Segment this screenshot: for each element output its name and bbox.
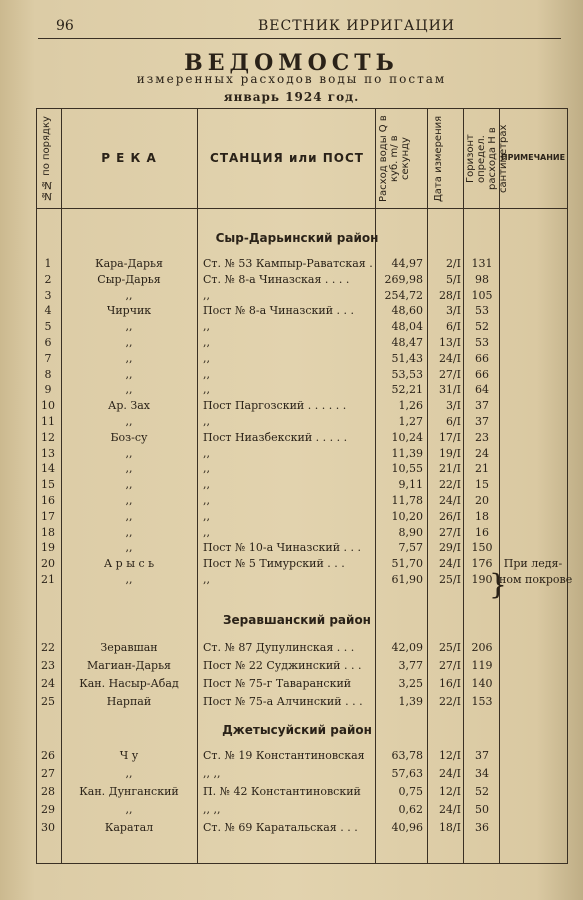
table-row xyxy=(37,641,567,657)
cell-station: ,, xyxy=(203,462,210,476)
cell-q: 0,62 xyxy=(398,803,423,816)
cell-river: ,, xyxy=(125,803,133,816)
table-row xyxy=(37,257,567,273)
cell-station: Пост № 10-а Чиназский . . . xyxy=(203,541,362,555)
table-row xyxy=(37,785,567,801)
cell-river: ,, xyxy=(125,541,133,555)
table-row xyxy=(37,415,567,431)
cell-station: Пост № 22 Суджинский . . . xyxy=(203,659,362,672)
cell-no: 21 xyxy=(41,573,55,586)
cell-no: 30 xyxy=(41,821,55,834)
page-title: ВЕДОМОСТЬ xyxy=(184,50,399,76)
table-row xyxy=(37,478,567,494)
cell-date: 18/I xyxy=(438,821,461,834)
cell-river: Сыр-Дарья xyxy=(97,272,161,286)
cell-station: Пост Паргозский . . . . . . xyxy=(203,399,347,413)
table-row xyxy=(37,821,567,837)
table-row xyxy=(37,494,567,510)
cell-station: Пост № 75-г Таваранский xyxy=(203,677,352,690)
cell-h: 52 xyxy=(475,320,489,334)
cell-date: 3/I xyxy=(445,304,461,318)
cell-river: ,, xyxy=(125,383,133,397)
cell-h: 24 xyxy=(475,446,489,460)
cell-h: 52 xyxy=(475,785,489,798)
cell-river: ,, xyxy=(125,573,133,586)
cell-q: 11,78 xyxy=(391,494,423,507)
cell-date: 21/I xyxy=(438,462,461,476)
cell-station: Ст. № 69 Каратальская . . . xyxy=(203,821,358,834)
table-row xyxy=(37,659,567,675)
cell-h: 21 xyxy=(475,462,489,476)
table-row xyxy=(37,447,567,463)
cell-date: 16/I xyxy=(438,677,461,690)
page-number: 96 xyxy=(56,18,74,34)
cell-date: 12/I xyxy=(438,785,461,798)
cell-station: ,, xyxy=(203,351,210,365)
cell-no: 14 xyxy=(41,462,55,476)
cell-no: 12 xyxy=(41,430,55,444)
cell-station: ,, xyxy=(203,320,210,334)
cell-river: Кан. Дунганский xyxy=(79,785,179,798)
cell-station: Пост № 8-а Чиназский . . . xyxy=(203,304,355,318)
cell-h: 20 xyxy=(475,494,489,507)
table-row xyxy=(37,677,567,693)
cell-h: 105 xyxy=(471,288,493,302)
cell-q: 51,70 xyxy=(391,557,423,571)
cell-station: Ст. № 53 Кампыр-Раватская . xyxy=(203,257,373,270)
cell-date: 5/I xyxy=(445,272,461,286)
cell-no: 25 xyxy=(41,695,55,708)
page-subtitle: измеренных расходов воды по постам xyxy=(136,72,447,86)
cell-date: 2/I xyxy=(445,257,461,270)
cell-no: 15 xyxy=(41,478,55,492)
cell-h: 53 xyxy=(475,304,489,318)
cell-river: ,, xyxy=(125,767,133,780)
cell-q: 48,47 xyxy=(391,336,423,349)
cell-h: 150 xyxy=(471,541,493,555)
cell-q: 269,98 xyxy=(384,272,423,286)
cell-river: ,, xyxy=(125,415,133,428)
cell-no: 27 xyxy=(41,767,55,780)
cell-q: 10,24 xyxy=(391,430,423,444)
table-row xyxy=(37,803,567,819)
cell-h: 18 xyxy=(475,509,489,523)
cell-no: 13 xyxy=(41,446,55,460)
cell-h: 66 xyxy=(475,351,489,365)
cell-q: 63,78 xyxy=(391,749,423,762)
cell-river: Кан. Насыр-Абад xyxy=(79,677,179,690)
cell-date: 19/I xyxy=(438,446,461,460)
cell-river: ,, xyxy=(125,509,133,523)
cell-q: 9,11 xyxy=(398,478,423,492)
cell-river: Зеравшан xyxy=(100,641,158,654)
report-period: январь 1924 год. xyxy=(223,90,360,104)
cell-q: 61,90 xyxy=(391,573,423,586)
cell-no: 2 xyxy=(44,272,52,286)
cell-q: 52,21 xyxy=(391,383,423,397)
cell-date: 26/I xyxy=(438,509,461,523)
cell-no: 17 xyxy=(41,509,55,523)
cell-no: 11 xyxy=(41,415,55,428)
cell-q: 1,39 xyxy=(398,695,423,708)
cell-q: 48,60 xyxy=(391,304,423,318)
col-header-river: Р Е К А xyxy=(101,151,157,165)
cell-date: 25/I xyxy=(438,573,461,586)
cell-q: 0,75 xyxy=(398,785,423,798)
cell-no: 28 xyxy=(41,785,55,798)
cell-h: 119 xyxy=(471,659,493,672)
cell-river: ,, xyxy=(125,462,133,476)
cell-h: 37 xyxy=(475,399,489,413)
cell-no: 5 xyxy=(44,320,52,334)
cell-h: 206 xyxy=(471,641,493,654)
cell-river: ,, xyxy=(125,288,133,302)
cell-h: 34 xyxy=(475,767,489,780)
cell-h: 37 xyxy=(475,415,489,428)
cell-river: ,, xyxy=(125,525,133,539)
cell-h: 36 xyxy=(475,821,489,834)
cell-no: 16 xyxy=(41,494,55,507)
cell-river: ,, xyxy=(125,446,133,460)
cell-q: 48,04 xyxy=(391,320,423,334)
cell-station: ,, ,, xyxy=(203,767,221,780)
cell-river: Боз-су xyxy=(110,430,148,444)
cell-river: А р ы с ь xyxy=(103,557,155,571)
cell-q: 42,09 xyxy=(391,641,423,654)
cell-no: 10 xyxy=(41,399,55,413)
cell-date: 28/I xyxy=(438,288,461,302)
cell-station: Пост Ниазбекский . . . . . xyxy=(203,430,348,444)
table-row xyxy=(37,541,567,557)
cell-station: ,, xyxy=(203,509,210,523)
cell-h: 15 xyxy=(475,478,489,492)
cell-station: ,, xyxy=(203,383,210,397)
cell-station: ,, ,, xyxy=(203,803,221,816)
cell-h: 53 xyxy=(475,336,489,349)
cell-q: 10,55 xyxy=(391,462,423,476)
table-row xyxy=(37,526,567,542)
cell-station: ,, xyxy=(203,367,210,381)
col-header-horizon: Горизонт определ. расхода Н в сантиметрах xyxy=(465,124,509,194)
col-header-note: ПРИМЕЧАНИЕ xyxy=(500,153,566,162)
discharge-table xyxy=(36,108,573,864)
cell-h: 176 xyxy=(471,557,493,571)
cell-station: ,, xyxy=(203,446,210,460)
cell-no: 7 xyxy=(44,351,52,365)
section-heading: Зеравшанский район xyxy=(223,613,371,627)
cell-q: 57,63 xyxy=(391,767,423,780)
cell-date: 24/I xyxy=(438,351,461,365)
col-header-discharge: Расход воды Q в куб. m/ в секунду xyxy=(378,115,411,203)
cell-no: 1 xyxy=(44,257,52,270)
table-row xyxy=(37,695,567,711)
cell-q: 7,57 xyxy=(398,541,423,555)
cell-station: ,, xyxy=(203,525,210,539)
cell-q: 1,26 xyxy=(398,399,423,413)
table-row xyxy=(37,431,567,447)
cell-no: 4 xyxy=(44,304,52,318)
journal-title: ВЕСТНИК ИРРИГАЦИИ xyxy=(258,18,456,34)
cell-date: 3/I xyxy=(445,399,461,413)
cell-q: 51,43 xyxy=(391,351,423,365)
table-row xyxy=(37,767,567,783)
table-row xyxy=(37,399,567,415)
cell-note: При ледя- xyxy=(503,557,563,571)
cell-date: 6/I xyxy=(445,415,461,428)
cell-q: 11,39 xyxy=(391,446,423,460)
cell-no: 3 xyxy=(44,288,52,302)
cell-date: 24/I xyxy=(438,767,461,780)
cell-q: 40,96 xyxy=(391,821,423,834)
cell-river: Нарпай xyxy=(106,695,152,708)
cell-q: 254,72 xyxy=(384,288,423,302)
cell-river: Ч у xyxy=(119,749,139,762)
cell-h: 50 xyxy=(475,803,489,816)
table-row xyxy=(37,383,567,399)
cell-no: 18 xyxy=(41,525,55,539)
cell-station: Пост № 75-а Алчинский . . . xyxy=(203,695,363,708)
cell-no: 20 xyxy=(41,557,55,571)
cell-q: 10,20 xyxy=(391,509,423,523)
cell-date: 24/I xyxy=(438,803,461,816)
cell-river: Чирчик xyxy=(106,304,152,318)
cell-river: ,, xyxy=(125,336,133,349)
table-row xyxy=(37,557,567,573)
cell-no: 23 xyxy=(41,659,55,672)
cell-h: 16 xyxy=(475,525,489,539)
cell-date: 24/I xyxy=(438,557,461,571)
cell-station: ,, xyxy=(203,494,210,507)
cell-date: 22/I xyxy=(438,695,461,708)
cell-river: Каратал xyxy=(104,821,154,834)
cell-date: 29/I xyxy=(438,541,461,555)
cell-date: 24/I xyxy=(438,494,461,507)
cell-no: 19 xyxy=(41,541,55,555)
cell-date: 22/I xyxy=(438,478,461,492)
table-row xyxy=(37,289,567,305)
cell-date: 31/I xyxy=(438,383,461,397)
cell-date: 13/I xyxy=(438,336,461,349)
section-heading: Джетысуйский район xyxy=(222,723,372,737)
cell-h: 190 xyxy=(471,573,493,586)
cell-station: ,, xyxy=(203,288,210,302)
cell-station: ,, xyxy=(203,336,210,349)
col-header-station: СТАНЦИЯ или ПОСТ xyxy=(210,151,364,165)
cell-date: 27/I xyxy=(438,525,461,539)
table-row xyxy=(37,273,567,289)
cell-q: 3,25 xyxy=(398,677,423,690)
cell-no: 8 xyxy=(44,367,52,381)
cell-station: ,, xyxy=(203,478,210,492)
cell-no: 26 xyxy=(41,749,55,762)
cell-river: ,, xyxy=(125,494,133,507)
col-header-date: Дата измерения xyxy=(433,115,444,203)
cell-river: Магиан-Дарья xyxy=(87,659,171,672)
cell-date: 12/I xyxy=(438,749,461,762)
cell-river: ,, xyxy=(125,367,133,381)
header-divider xyxy=(37,208,567,209)
cell-no: 22 xyxy=(41,641,55,654)
cell-h: 153 xyxy=(471,695,493,708)
cell-station: П. № 42 Константиновский xyxy=(203,785,361,798)
cell-h: 37 xyxy=(475,749,489,762)
cell-no: 29 xyxy=(41,803,55,816)
cell-h: 131 xyxy=(471,257,493,270)
table-row xyxy=(37,352,567,368)
table-row xyxy=(37,462,567,478)
cell-date: 6/I xyxy=(445,320,461,334)
cell-station: Ст. № 8-а Чиназская . . . . xyxy=(203,272,350,286)
cell-date: 27/I xyxy=(438,367,461,381)
cell-river: ,, xyxy=(125,320,133,334)
cell-q: 3,77 xyxy=(398,659,423,672)
cell-no: 24 xyxy=(41,677,55,690)
cell-h: 64 xyxy=(475,383,489,397)
cell-date: 27/I xyxy=(438,659,461,672)
table-row xyxy=(37,320,567,336)
cell-station: Ст. № 87 Дупулинская . . . xyxy=(203,641,355,654)
cell-h: 98 xyxy=(475,272,489,286)
cell-q: 44,97 xyxy=(391,257,423,270)
cell-date: 17/I xyxy=(438,430,461,444)
cell-q: 53,53 xyxy=(391,367,423,381)
table-row xyxy=(37,749,567,765)
cell-station: Пост № 5 Тимурский . . . xyxy=(203,557,345,571)
cell-station: ,, xyxy=(203,573,210,586)
cell-river: ,, xyxy=(125,478,133,492)
cell-h: 23 xyxy=(475,430,489,444)
note-brace: } xyxy=(489,568,507,601)
cell-date: 25/I xyxy=(438,641,461,654)
cell-q: 8,90 xyxy=(398,525,423,539)
table-row xyxy=(37,573,573,589)
cell-q: 1,27 xyxy=(398,415,423,428)
col-header-no: №№ по порядку xyxy=(41,116,52,202)
cell-note: ном покрове xyxy=(499,573,573,586)
cell-station: Ст. № 19 Константиновская xyxy=(203,749,365,762)
cell-river: Ар. Зах xyxy=(108,399,150,413)
table-row xyxy=(37,510,567,526)
table-row xyxy=(37,304,567,320)
table-row xyxy=(37,336,567,352)
section-heading: Сыр-Дарьинский район xyxy=(215,231,379,245)
cell-no: 6 xyxy=(44,336,52,349)
cell-h: 66 xyxy=(475,367,489,381)
cell-station: ,, xyxy=(203,415,210,428)
cell-h: 140 xyxy=(471,677,493,690)
table-row xyxy=(37,368,567,384)
running-header xyxy=(38,14,561,39)
cell-river: Кара-Дарья xyxy=(95,257,163,270)
cell-river: ,, xyxy=(125,351,133,365)
cell-no: 9 xyxy=(44,383,52,397)
